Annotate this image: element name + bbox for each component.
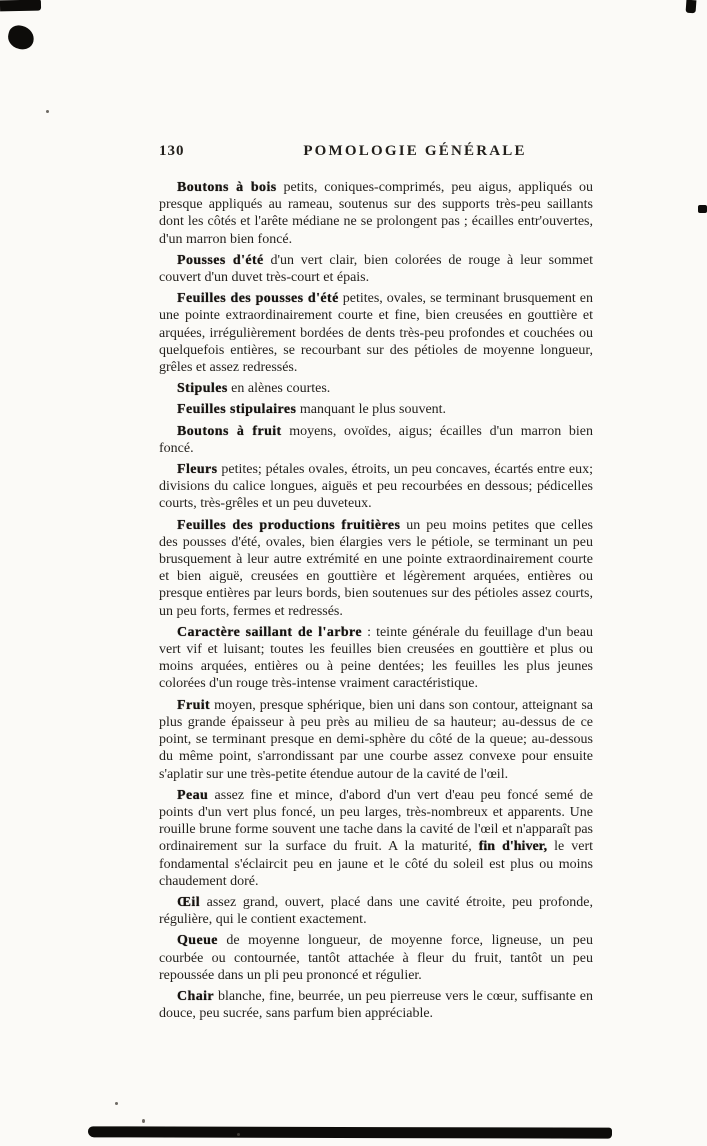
scan-artifact-top-left-bar	[0, 0, 41, 11]
paragraph	[159, 179, 593, 248]
paragraph	[159, 988, 593, 1022]
paragraph	[159, 517, 593, 620]
paragraph-text: moyens, ovoïdes, aigus; écailles d'un marron bien foncé.	[159, 423, 593, 456]
paragraph	[159, 380, 593, 397]
paragraph-text: de moyenne longueur, de moyenne force, ligneuse, un peu courbée ou contournée, tantôt attachée à fleur du fruit, tantôt un peu repoussée dans un pli peu prononcé et régulier.	[159, 933, 593, 983]
paragraph	[159, 932, 593, 984]
paragraph-text: assez grand, ouvert, placé dans une cavité étroite, peu profonde, régulière, qui le contient exactement.	[159, 894, 593, 928]
paragraph-text: moyen, presque sphérique, bien uni dans son contour, atteignant sa plus grande épaisseur à peu près au milieu de sa hauteur; au-dessus de ce point, se terminant presque en demi-sphère du côté de la queue; au-dessous du même point, s'arrondissant par une courbe assez convexe pour ensuite s'aplatir sur une très-petite étendue autour de la cavité de l'œil.	[159, 697, 593, 782]
scan-speck	[46, 110, 49, 113]
paragraph-text: : teinte générale du feuillage d'un beau vert vif et luisant; toutes les feuilles bien creusées en gouttière et plus ou moins arquées, entières ou à peine dentées; les feuilles les plus jeunes colorées d'un rouge très-intense vraiment caractéristique.	[159, 624, 593, 692]
paragraph-lead-term: Queue	[177, 933, 218, 949]
paragraph	[159, 697, 593, 783]
paragraph	[159, 624, 593, 693]
scan-artifact-bottom-bar	[88, 1126, 612, 1138]
paragraph-lead-term: Œil	[177, 894, 200, 910]
paragraph	[159, 423, 593, 457]
scan-artifact-top-right	[686, 0, 697, 13]
paragraph	[159, 252, 593, 286]
paragraph-lead-term: Feuilles des pousses d'été	[177, 291, 339, 307]
paragraph-lead-term: Fleurs	[177, 462, 218, 478]
page-header	[159, 143, 593, 163]
scan-artifact-top-left-blob	[6, 23, 37, 52]
page-number: 130	[159, 143, 185, 159]
paragraph	[159, 461, 593, 513]
running-title: POMOLOGIE GÉNÉRALE	[303, 143, 527, 159]
paragraph-lead-term: Peau	[177, 787, 209, 803]
paragraph-lead-term: Stipules	[177, 381, 228, 397]
paragraph	[159, 894, 593, 928]
paragraph-text: petites; pétales ovales, étroits, un peu concaves, écartés entre eux; divisions du calice longues, aiguës et peu recourbées en dessous; pédicelles courts, très-grêles et un peu duveteux.	[159, 462, 593, 512]
paragraph-text: manquant le plus souvent.	[296, 402, 447, 418]
paragraph-text: en alènes courtes.	[227, 381, 331, 397]
paragraph-lead-term: Fruit	[177, 697, 211, 713]
paragraph-text: d'un vert clair, bien colorées de rouge à leur sommet couvert d'un duvet très-court et épais.	[159, 252, 593, 286]
paragraph-lead-term: Caractère saillant de l'arbre	[177, 624, 362, 640]
paragraph-lead-term: Chair	[177, 988, 214, 1004]
scan-speck	[115, 1102, 118, 1105]
paragraph	[159, 401, 593, 418]
scan-speck	[237, 1133, 240, 1136]
paragraph-text: blanche, fine, beurrée, un peu pierreuse vers le cœur, suffisante en douce, peu sucrée, sans parfum bien appréciable.	[159, 988, 593, 1022]
paragraph-lead-term: Boutons à fruit	[177, 423, 282, 439]
paragraph-text: un peu moins petites que celles des pousses d'été, ovales, bien élargies vers le pétiole, se terminant un peu brusquement à leur autre extrémité en une pointe extraordinairement courte et bien aiguë, creusées en gouttière et légèrement arquées, entières ou presque entières par leurs bords, bien soutenues sur des pétioles assez courts, un peu forts, fermes et redressés.	[159, 517, 593, 619]
paragraph-text: le vert fondamental s'éclaircit peu en jaune et le côté du soleil est plus ou moins chaudement doré.	[159, 839, 593, 889]
paragraph	[159, 290, 593, 376]
paragraph-text: petites, ovales, se terminant brusquement en une pointe extraordinairement courte et fine, bien creusées en gouttière et arquées, irrégulièrement bordées de dents très-peu profondes et couchées ou quelquefois entières, se recourbant sur des pétioles de moyenne longueur, grêles et assez redressés.	[159, 291, 593, 376]
paragraph-text: assez fine et mince, d'abord d'un vert d'eau peu foncé semé de points d'un vert plus foncé, un peu larges, très-nombreux et apparents. Une rouille brune forme souvent une tache dans la cavité de l'œil et n'apparaît pas ordinairement sur la surface du fruit. A la maturité,	[159, 787, 593, 855]
scan-artifact-right-edge	[698, 205, 707, 213]
paragraph-text: petits, coniques-comprimés, peu aigus, appliqués ou presque appliqués au rameau, soutenus sur des supports très-peu saillants dont les côtés et l'arête médiane ne se prolongent pas ; écailles entr'ouvertes, d'un marron bien foncé.	[159, 180, 593, 247]
paragraph-lead-term: fin d'hiver,	[478, 839, 548, 855]
paragraph-lead-term: Pousses d'été	[177, 252, 264, 268]
page-body	[159, 179, 593, 1026]
paragraph-lead-term: Boutons à bois	[177, 180, 277, 195]
paragraph-lead-term: Feuilles des productions fruitières	[177, 517, 401, 533]
paragraph	[159, 787, 593, 890]
paragraph-lead-term: Feuilles stipulaires	[177, 402, 297, 418]
scan-speck	[142, 1119, 145, 1123]
